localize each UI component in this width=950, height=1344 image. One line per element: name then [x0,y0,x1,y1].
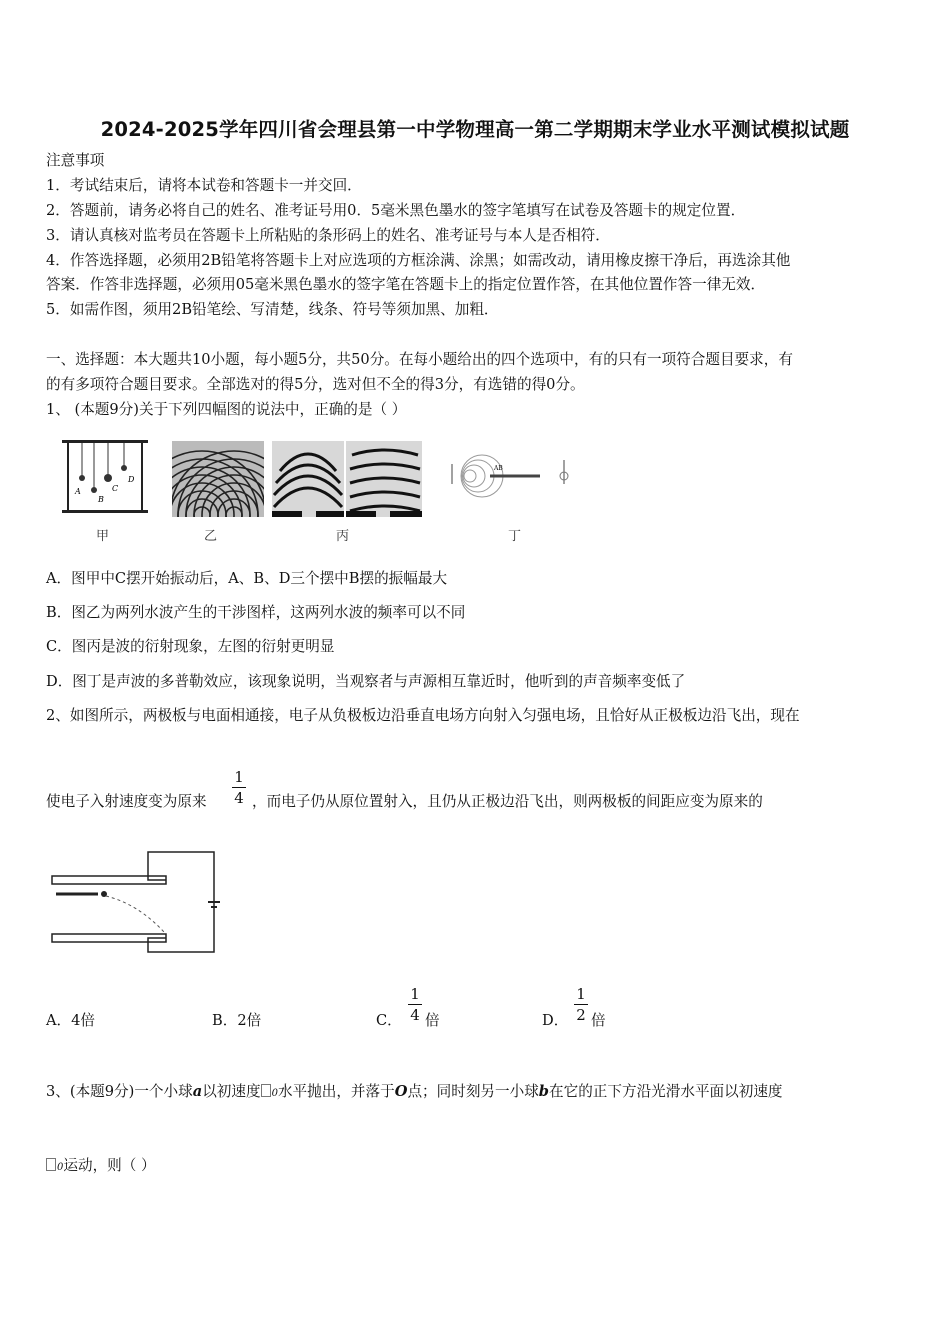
capacitor-figure [48,848,228,958]
figure-caption: 乙 [204,529,218,544]
q3-ball-b: b [538,1083,550,1100]
q2-option-d-prefix: D． [542,1012,569,1029]
q3-subscript: 0 [57,1162,64,1173]
figure-bing [272,441,422,517]
fraction-numerator: 1 [234,768,244,786]
q3-subscript: 0 [271,1088,278,1099]
q2-stem-part: ，而电子仍从原位置射入，且仍从正极边沿飞出，则两极板的间距应变为原来的 [252,793,763,810]
q1-option-a: A．图甲中C摆开始振动后，A、B、D三个摆中B摆的振幅最大 [46,570,448,587]
svg-text:AB: AB [494,465,503,472]
q3-text: 运动，则（ ） [63,1157,156,1174]
q3-ball-a: a [192,1083,203,1100]
figure-caption: 丙 [336,529,350,544]
q1-option-b: B．图乙为两列水波产生的干涉图样，这两列水波的频率可以不同 [46,604,466,621]
notice-item: 1．考试结束后，请将本试卷和答题卡一并交回． [46,177,362,194]
fraction-numerator: 1 [576,985,586,1003]
q2-option-d-suffix: 倍 [591,1012,606,1029]
q2-option-b: B．2倍 [212,1012,262,1029]
q1-option-d: D．图丁是声波的多普勒效应，该现象说明，当观察者与声源相互靠近时，他听到的声音频率变低了 [46,673,686,690]
q2-option-c-suffix: 倍 [425,1012,440,1029]
fraction-denominator: 4 [410,1006,420,1024]
q2-option-c-fraction [408,986,422,1023]
svg-text:B: B [98,495,104,504]
q2-fraction [232,769,246,806]
svg-text:A: A [75,487,81,496]
q3-point-o: O [394,1083,408,1100]
figure-jia [60,436,150,516]
notice-item: 2．答题前，请务必将自己的姓名、准考证号用0．5毫米黑色墨水的签字笔填写在试卷及答题卡的规定位置． [46,202,746,219]
q2-stem: 2、如图所示，两极板与电面相通接，电子从负极板边沿垂直电场方向射入匀强电场，且恰好从正极板边沿飞出，现在 [46,707,800,724]
figure-caption: 丁 [508,529,522,544]
svg-text:D: D [128,475,135,484]
missing-glyph-icon [46,1158,56,1171]
notice-item: 4．作答选择题，必须用2B铅笔将答题卡上对应选项的方框涂满、涂黑；如需改动，请用橡皮擦干净后，再选涂其他 [46,252,791,269]
q3-text: 点；同时刻另一小球 [407,1083,539,1100]
figure-yi [172,441,264,517]
q2-stem-part: 使电子入射速度变为原来 [46,793,207,810]
q2-option-c-prefix: C． [376,1012,402,1029]
notice-item: 答案．作答非选择题，必须用05毫米黑色墨水的签字笔在答题卡上的指定位置作答，在其他位置作答一律无效． [46,276,766,293]
q2-option-a: A．4倍 [46,1012,96,1029]
page-title: 2024-2025学年四川省会理县第一中学物理高一第二学期期末学业水平测试模拟试题 [100,118,850,141]
figure-caption: 甲 [96,529,110,544]
q2-option-d-fraction [574,986,588,1023]
q3-text: 在它的正下方沿光滑水平面以初速度 [549,1083,783,1100]
q3-stem [46,1082,783,1104]
section-heading-cont: 的有多项符合题目要求。全部选对的得5分，选对但不全的得3分，有选错的得0分。 [46,376,585,393]
svg-text:C: C [112,484,119,493]
fraction-numerator: 1 [410,985,420,1003]
q1-option-c: C．图丙是波的衍射现象，左图的衍射更明显 [46,638,335,655]
missing-glyph-icon [261,1084,271,1097]
notice-heading: 注意事项 [46,152,105,169]
fraction-denominator: 4 [234,789,244,807]
notice-item: 5．如需作图，须用2B铅笔绘、写清楚，线条、符号等须加黑、加粗． [46,301,499,318]
q1-stem: 1、 (本题9分)关于下列四幅图的说法中，正确的是（ ） [46,401,407,418]
q3-stem-cont [46,1156,156,1178]
q3-text: 以初速度 [202,1083,261,1100]
section-heading: 一、选择题：本大题共10小题，每小题5分，共50分。在每小题给出的四个选项中，有的只有一项符合题目要求，有 [46,351,793,368]
fraction-denominator: 2 [576,1006,586,1024]
notice-item: 3．请认真核对监考员在答题卡上所粘贴的条形码上的姓名、准考证号与本人是否相符． [46,227,610,244]
figure-ding [440,450,590,500]
q3-text: 3、(本题9分)一个小球 [46,1083,193,1100]
q3-text: 水平抛出，并落于 [277,1083,395,1100]
